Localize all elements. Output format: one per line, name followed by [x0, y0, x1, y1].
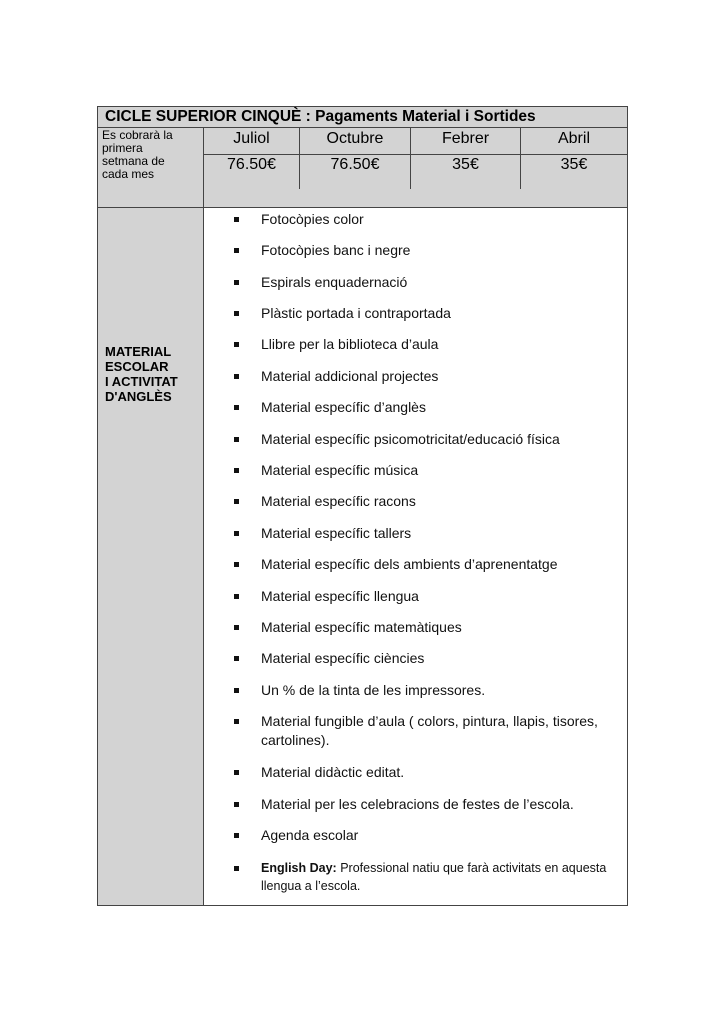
list-item: Material addicional projectes	[234, 367, 621, 386]
payment-note-line: setmana de	[102, 154, 165, 168]
amount-febrer: 35€	[411, 155, 521, 189]
list-item: Material específic dels ambients d’aprenentatge	[234, 555, 621, 574]
amount-juliol: 76.50€	[204, 155, 300, 189]
list-item-english-day	[234, 859, 621, 895]
table-title: CICLE SUPERIOR CINQUÈ : Pagaments Material i Sortides	[98, 107, 627, 128]
list-item: Material fungible d’aula ( colors, pintura, llapis, tisores, cartolines).	[234, 712, 621, 750]
list-item: Material específic tallers	[234, 524, 621, 543]
month-juliol: Juliol	[204, 128, 300, 154]
month-octubre: Octubre	[300, 128, 411, 154]
list-item: Un % de la tinta de les impressores.	[234, 681, 621, 700]
months-header-row	[204, 128, 627, 155]
month-abril: Abril	[557, 130, 590, 147]
list-item: Material específic matemàtiques	[234, 618, 621, 637]
list-item: Material específic música	[234, 461, 621, 480]
amount-abril: 35€	[560, 156, 588, 173]
section-label-line: ESCOLAR	[105, 359, 169, 374]
list-item: Espirals enquadernació	[234, 273, 621, 292]
items-cell	[204, 208, 627, 905]
payment-row	[98, 128, 627, 208]
payment-note	[98, 128, 204, 207]
material-row	[98, 208, 627, 905]
months-block	[204, 128, 627, 207]
list-item: Plàstic portada i contraportada	[234, 304, 621, 323]
list-item: Material específic racons	[234, 492, 621, 511]
section-label	[98, 208, 204, 905]
section-label-line: I ACTIVITAT	[105, 374, 178, 389]
english-day-text: Professional natiu que farà activitats en aquesta llengua a l’escola.	[261, 861, 607, 893]
section-label-line: MATERIAL	[105, 344, 172, 359]
payment-note-line: primera	[102, 141, 143, 155]
list-item: Llibre per la biblioteca d’aula	[234, 335, 621, 354]
list-item: Material per les celebracions de festes de l’escola.	[234, 795, 621, 814]
section-label-line: D'ANGLÈS	[105, 389, 172, 404]
payment-note-line: Es cobrarà la	[102, 128, 173, 142]
amount-octubre: 76.50€	[300, 155, 411, 189]
list-item: Fotocòpies banc i negre	[234, 241, 621, 260]
list-item: Material específic llengua	[234, 587, 621, 606]
list-item: Agenda escolar	[234, 826, 621, 845]
list-item: Fotocòpies color	[234, 210, 621, 229]
list-item: Material específic psicomotricitat/educació física	[234, 430, 621, 449]
amounts-row	[204, 155, 627, 189]
list-item: Material didàctic editat.	[234, 763, 621, 782]
english-day-label: English Day:	[261, 861, 337, 875]
list-item: Material específic ciències	[234, 649, 621, 668]
month-febrer: Febrer	[411, 128, 521, 154]
payments-table	[97, 106, 628, 906]
list-item: Material específic d’anglès	[234, 398, 621, 417]
payment-note-line: cada mes	[102, 167, 155, 181]
